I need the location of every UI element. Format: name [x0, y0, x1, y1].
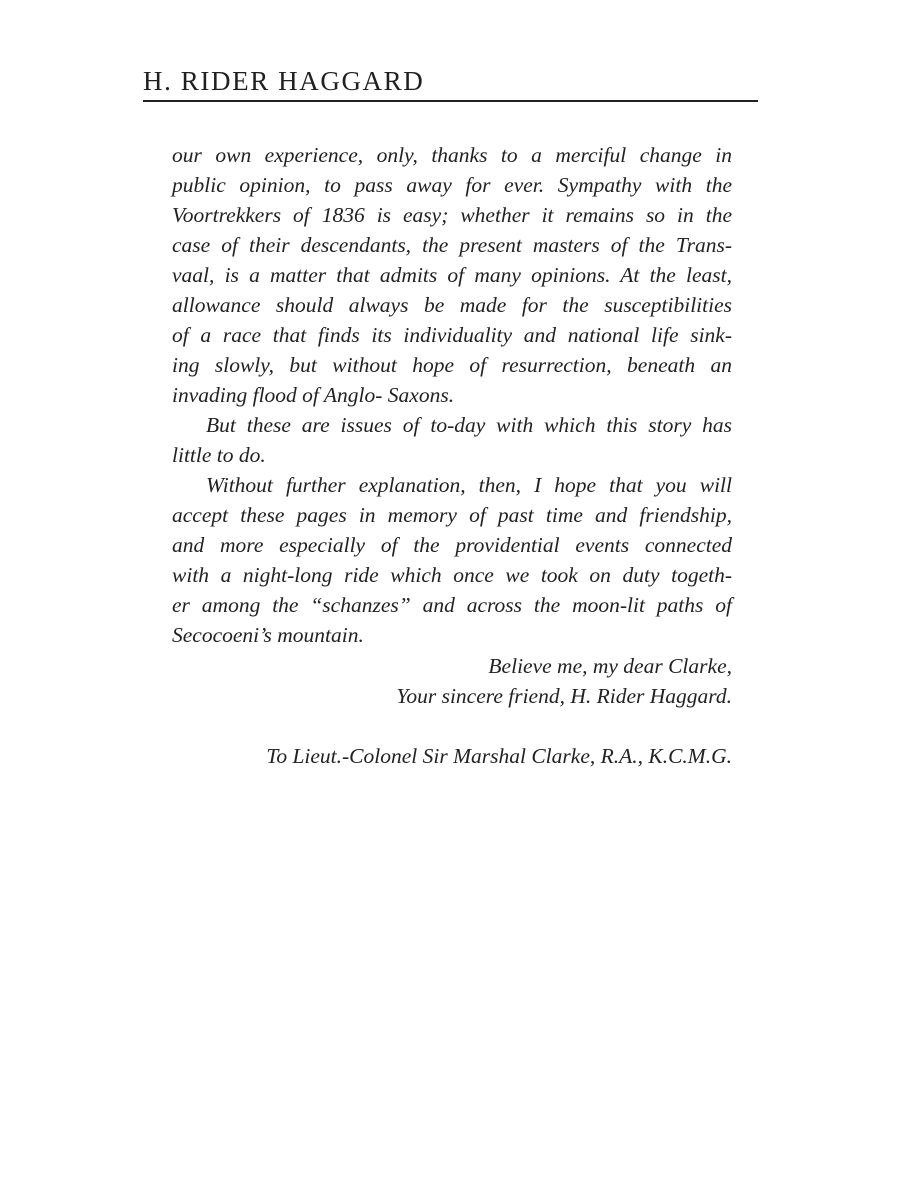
paragraph-1-line-9: invading flood of Anglo- Saxons.	[172, 383, 455, 407]
paragraph-3-line-4: with a night-long ride which once we took on duty togeth-	[172, 563, 732, 587]
paragraph-3-line-1: Without further explanation, then, I hope that you will	[206, 473, 732, 497]
paragraph-2-line-1: But these are issues of to-day with which this story has	[206, 413, 732, 437]
paragraph-1-line-7: of a race that finds its individuality and national life sink-	[172, 323, 732, 347]
paragraph-1-line-4: case of their descendants, the present masters of the Trans-	[172, 233, 732, 257]
paragraph-3-line-2: accept these pages in memory of past time and friendship,	[172, 503, 732, 527]
running-head: H. RIDER HAGGARD	[143, 66, 425, 96]
paragraph-1-line-3: Voortrekkers of 1836 is easy; whether it remains so in the	[172, 203, 732, 227]
closing-salutation: Believe me, my dear Clarke,	[488, 654, 732, 678]
paragraph-2-line-2: little to do.	[172, 443, 266, 467]
paragraph-3-line-3: and more especially of the providential events connected	[172, 533, 732, 557]
body-text	[172, 140, 732, 650]
closing-signature: Your sincere friend, H. Rider Haggard.	[396, 684, 732, 708]
paragraph-1-line-6: allowance should always be made for the susceptibilities	[172, 293, 732, 317]
paragraph-1-line-8: ing slowly, but without hope of resurrection, beneath an	[172, 353, 732, 377]
paragraph-3-line-6: Secocoeni’s mountain.	[172, 623, 364, 647]
paragraph-1-line-1: our own experience, only, thanks to a merciful change in	[172, 143, 732, 167]
paragraph-1-line-2: public opinion, to pass away for ever. Sympathy with the	[172, 173, 732, 197]
paragraph-1-line-5: vaal, is a matter that admits of many opinions. At the least,	[172, 263, 732, 287]
paragraph-3-line-5: er among the “schanzes” and across the moon-lit paths of	[172, 593, 732, 617]
header-rule	[143, 100, 758, 102]
dedication-line: To Lieut.-Colonel Sir Marshal Clarke, R.A., K.C.M.G.	[266, 744, 732, 768]
